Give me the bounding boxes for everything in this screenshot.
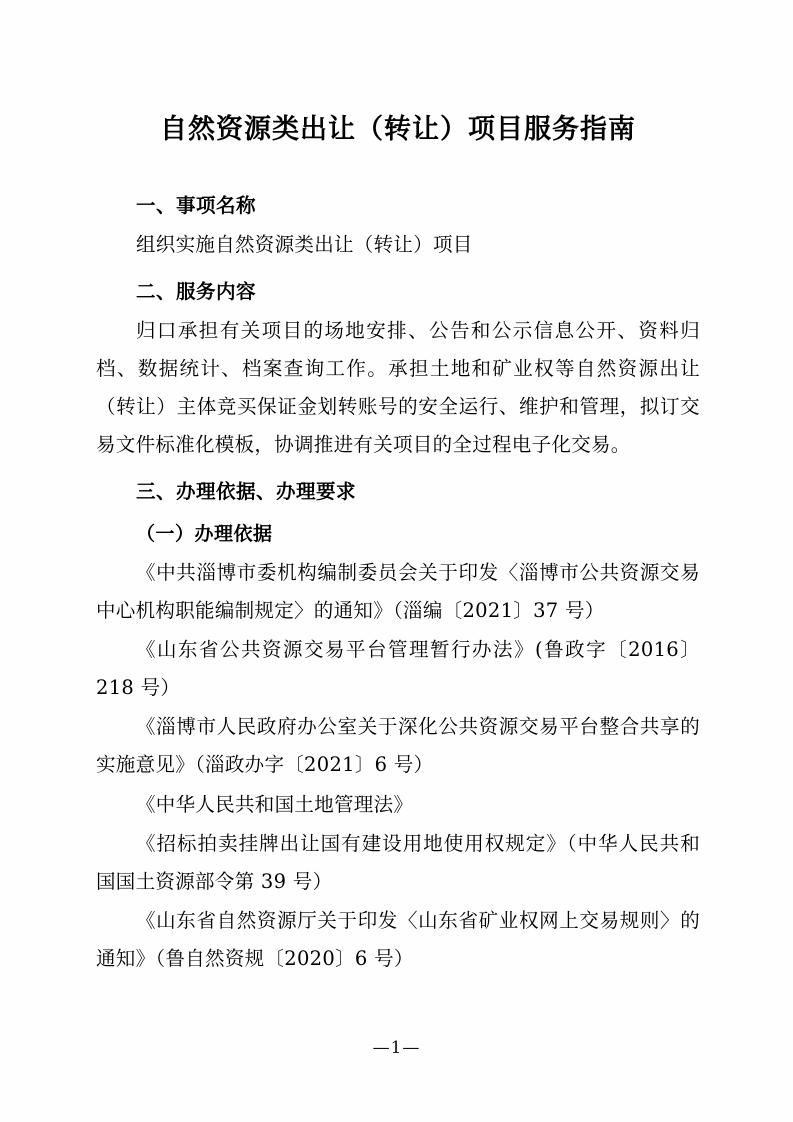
- section-heading-2: 二、服务内容: [136, 280, 257, 304]
- document-body: [96, 112, 700, 979]
- section-2-paragraph-1: 归口承担有关项目的场地安排、公告和公示信息公开、资料归档、数据统计、档案查询工作。承担土地和矿业权等自然资源出让（转让）主体竞买保证金划转账号的安全运行、维护和管理，拟订交易文件标准化模板，协调推进有关项目的全过程电子化交易。: [96, 319, 700, 457]
- section-3-subheading: （一）办理依据: [136, 523, 273, 546]
- page-title: 自然资源类出让（转让）项目服务指南: [160, 114, 636, 145]
- section-heading-1: 一、事项名称: [136, 194, 257, 218]
- section-3-paragraph-4: 《中华人民共和国土地管理法》: [136, 792, 414, 816]
- page-number: —1—: [372, 1038, 421, 1058]
- section-3-paragraph-5: 《招标拍卖挂牌出让国有建设用地使用权规定》（中华人民共和国国土资源部令第 39 号）: [96, 831, 700, 893]
- section-3-paragraph-3: 《淄博市人民政府办公室关于深化公共资源交易平台整合共享的实施意见》（淄政办字〔2021〕6 号）: [96, 715, 700, 777]
- section-1-paragraph-1: 组织实施自然资源类出让（转让）项目: [136, 233, 473, 257]
- section-heading-3: 三、办理依据、办理要求: [136, 480, 357, 504]
- section-3-paragraph-2: 《山东省公共资源交易平台管理暂行办法》(鲁政字〔2016〕218 号）: [96, 638, 700, 700]
- section-3-paragraph-6: 《山东省自然资源厅关于印发〈山东省矿业权网上交易规则〉的通知》（鲁自然资规〔2020〕6 号）: [96, 908, 700, 970]
- section-3-paragraph-1: 《中共淄博市委机构编制委员会关于印发〈淄博市公共资源交易中心机构职能编制规定〉的通知》（淄编〔2021〕37 号）: [96, 561, 700, 623]
